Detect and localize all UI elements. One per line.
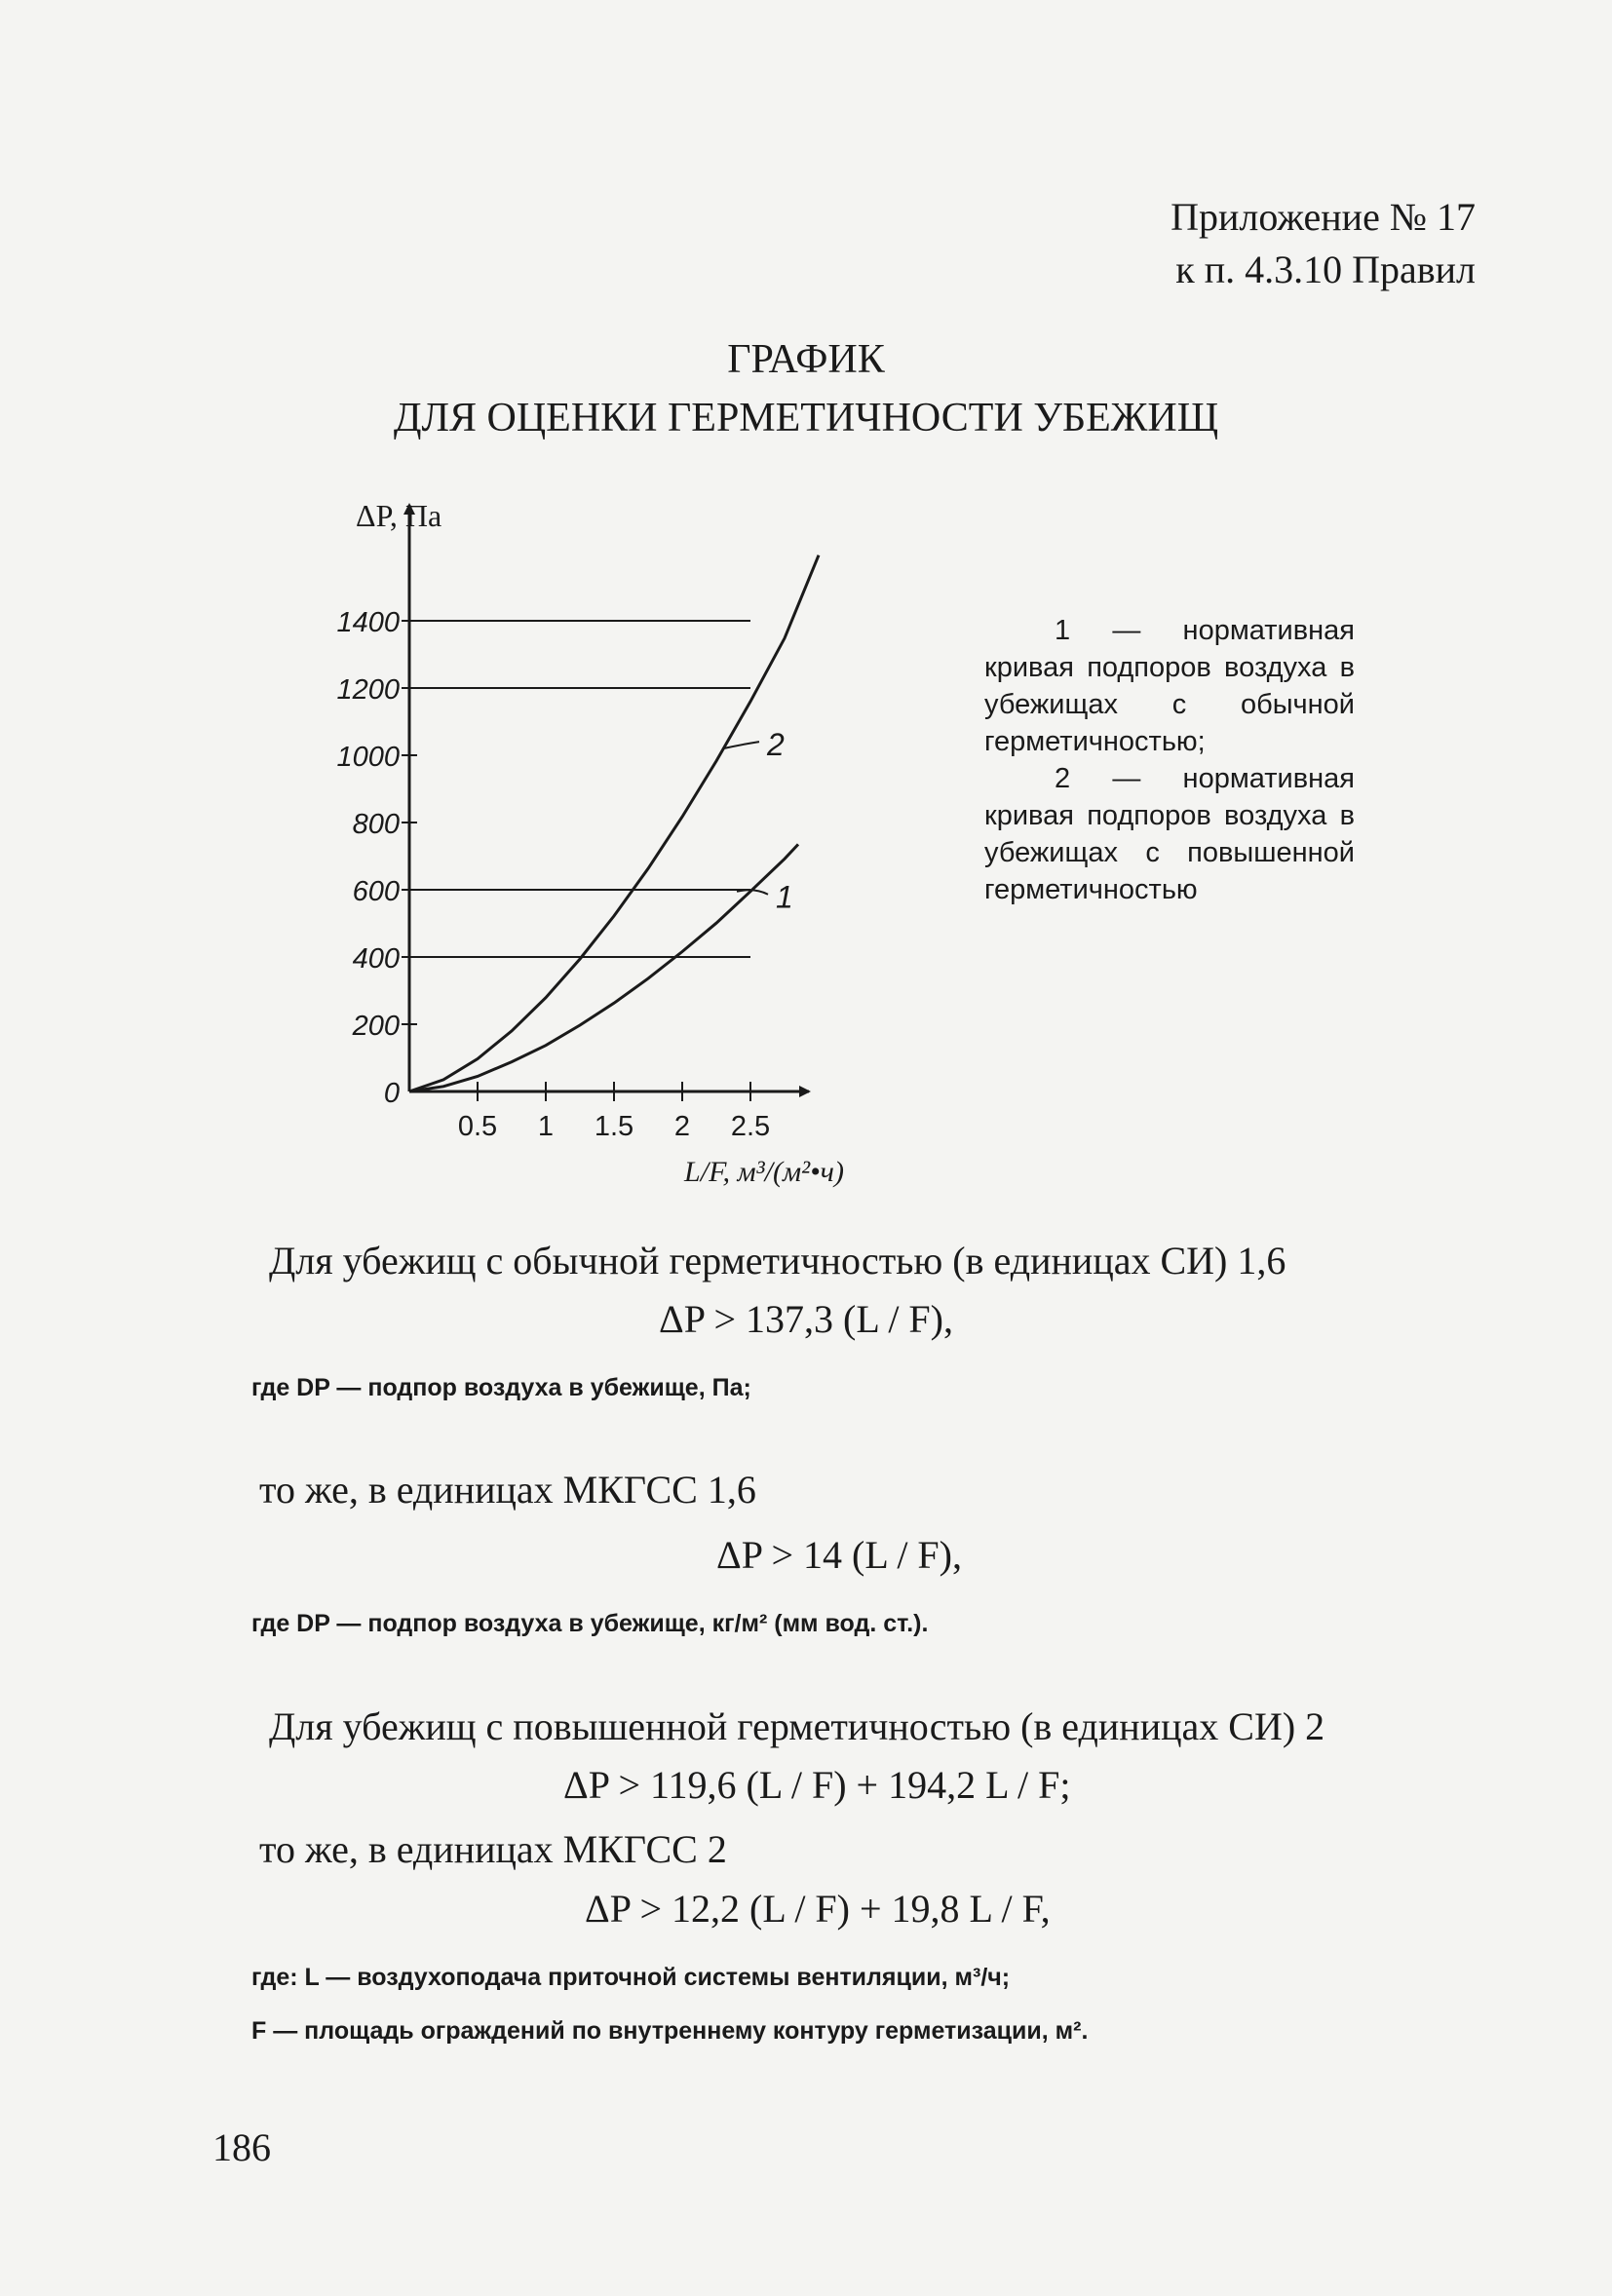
x-tick-label: 2 — [673, 1111, 691, 1142]
y-tick-label: 1000 — [336, 742, 400, 773]
definition-L: где: L — воздухоподача приточной системы вентиляции, м³/ч; — [251, 1964, 1011, 1991]
tightness-chart — [292, 487, 916, 1208]
y-tick-label: 1200 — [336, 674, 400, 706]
formula-si-normal: ΔP > 137,3 (L / F), — [659, 1297, 953, 1341]
appendix-line-2: к п. 4.3.10 Правил — [1175, 248, 1476, 291]
x-tick-label: 1.5 — [594, 1111, 634, 1142]
y-tick-label: 200 — [352, 1011, 400, 1042]
y-tick-label: 1400 — [336, 607, 400, 638]
x-tick-label: 0.5 — [457, 1111, 498, 1142]
y-axis-label: ΔP, Па — [356, 498, 442, 533]
x-tick-label: 2.5 — [730, 1111, 771, 1142]
legend-item-1: 1 — нормативная кривая подпоров воздуха в убежищах с обычной герметичностью; — [984, 615, 1355, 757]
series-leader-1 — [737, 890, 768, 894]
y-tick-label: 400 — [352, 943, 400, 975]
x-axis-label: L/F, м³/(м²•ч) — [684, 1156, 844, 1188]
page-number: 186 — [212, 2125, 271, 2169]
series-lines — [409, 555, 819, 1091]
x-tick-label: 1 — [537, 1111, 555, 1142]
chart-legend — [984, 612, 1355, 908]
formula-si-normal-note: где DP — подпор воздуха в убежище, Па; — [251, 1374, 751, 1401]
formula-mkgss-normal-note: где DP — подпор воздуха в убежище, кг/м² (мм вод. ст.). — [251, 1610, 929, 1637]
formula-si-high-heading: Для убежищ с повышенной герметичностью (в единицах СИ) 2 — [269, 1704, 1325, 1748]
series-labels — [723, 727, 793, 915]
formula-mkgss-high: ΔP > 12,2 (L / F) + 19,8 L / F, — [585, 1887, 1051, 1931]
title-line-1: ГРАФИК — [727, 337, 885, 382]
series-label-1: 1 — [776, 879, 793, 915]
definition-F: F — площадь ограждений по внутреннему контуру герметизации, м². — [251, 2017, 1089, 2045]
series-line-2 — [409, 555, 819, 1091]
title-line-2: ДЛЯ ОЦЕНКИ ГЕРМЕТИЧНОСТИ УБЕЖИЩ — [393, 396, 1219, 440]
y-tick-label: 800 — [352, 809, 400, 840]
y-ticks — [336, 607, 417, 1109]
appendix-reference — [1171, 191, 1476, 296]
y-tick-label: 0 — [383, 1078, 400, 1109]
legend-item-2: 2 — нормативная кривая подпоров воздуха в убежищах с повышенной герметичностью — [984, 763, 1355, 905]
formula-mkgss-normal: ΔP > 14 (L / F), — [716, 1533, 962, 1577]
formula-mkgss-normal-heading: то же, в единицах МКГСС 1,6 — [259, 1468, 756, 1512]
formula-mkgss-high-heading: то же, в единицах МКГСС 2 — [259, 1827, 727, 1871]
y-tick-label: 600 — [352, 876, 400, 907]
formula-si-normal-heading: Для убежищ с обычной герметичностью (в единицах СИ) 1,6 — [269, 1239, 1286, 1282]
series-leader-2 — [723, 742, 759, 748]
appendix-line-1: Приложение № 17 — [1171, 195, 1476, 239]
series-line-1 — [409, 844, 798, 1091]
formula-si-high: ΔP > 119,6 (L / F) + 194,2 L / F; — [563, 1763, 1071, 1807]
series-label-2: 2 — [767, 727, 785, 763]
